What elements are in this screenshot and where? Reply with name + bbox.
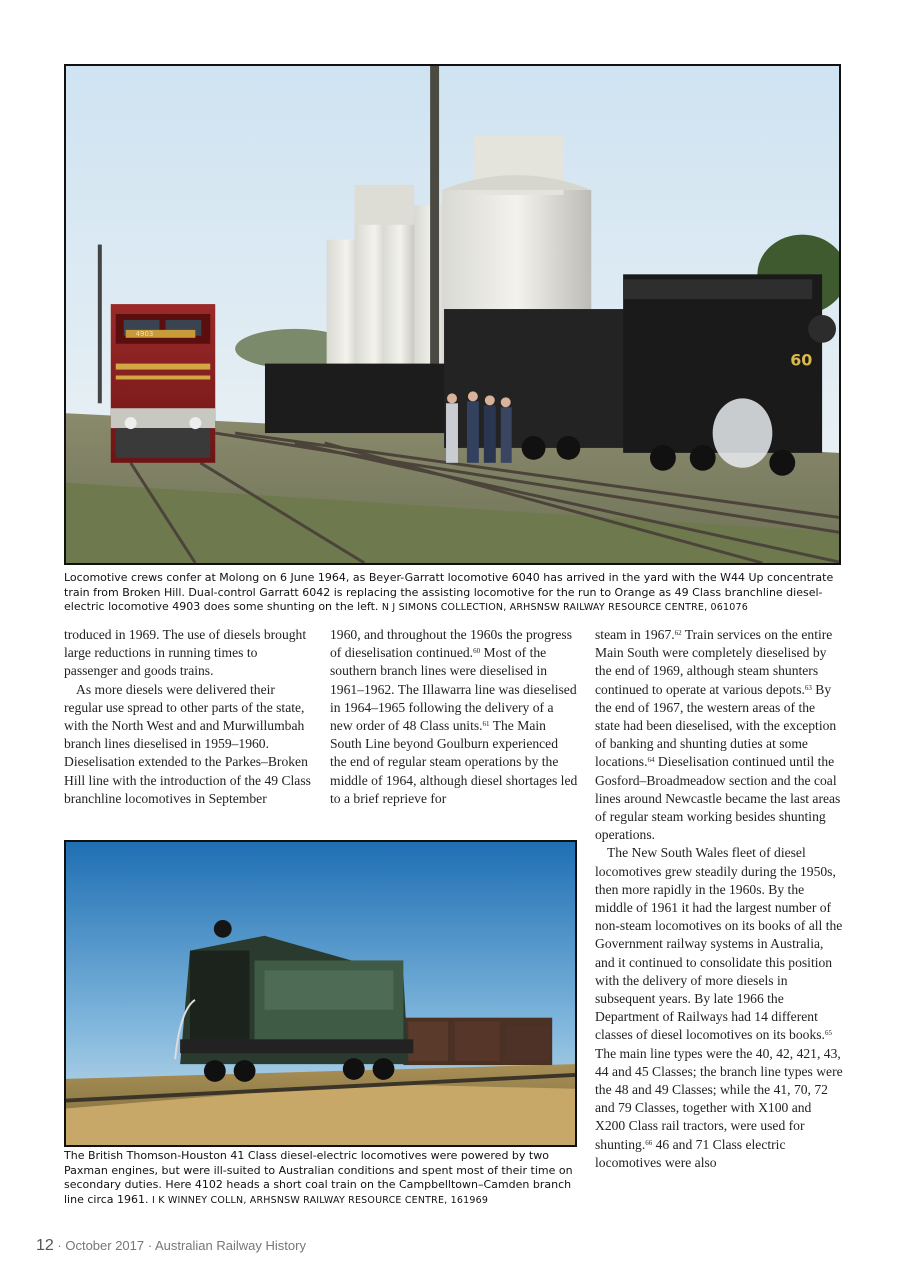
photo1-credit: N J SIMONS COLLECTION, ARHSNSW RAILWAY RESOURCE CENTRE, 061076 <box>381 602 748 614</box>
photo1-caption-text: Locomotive crews confer at Molong on 6 June 1964, as Beyer-Garratt locomotive 6040 has arrived in the yard with the W44 Up concentrate train from Broken Hill. Dual-control Garratt 6042 is replacing the assisting locomotive for the run to Orange as 49 Class branchline diesel-electric locomotive 4903 does some shunting on the left. <box>64 571 834 614</box>
diesel-number: 4903 <box>135 329 154 338</box>
col3-text-b: Train services on the entire Main South were completely dieselised by the end of 1969, although steam shunters continued to operate at various depots. <box>595 627 833 697</box>
photo2-caption <box>64 1149 576 1208</box>
page-number: 12 <box>36 1237 54 1254</box>
col3-text-e: The New South Wales fleet of diesel locomotives grew steadily during the 1950s, then more rapidly in the 1960s. By the middle of 1961 it had the largest number of non-steam locomotives on its books of all the Government railway systems in Australia, and it continued to consolidate this position with the delivery of more diesels in subsequent years. By late 1966 the Department of Railways had 14 different classes of diesel locomotives on its books. <box>595 845 843 1043</box>
text-column-1 <box>64 626 312 808</box>
col1-paragraph-1: troduced in 1969. The use of diesels brought large reductions in running times to passenger and goods trains. <box>64 627 307 679</box>
footnote-60: 60 <box>473 647 481 656</box>
photo-molong-yard <box>64 64 841 565</box>
col3-text-f: The main line types were the 40, 42, 421, 43, 44 and 45 Classes; the branch line types were the 48 and 49 Classes; while the 41, 70, 72 and 79 Classes, together with X100 and X200 Class rail tractors, were used for shunting. <box>595 1045 843 1152</box>
col3-text-c: By the end of 1967, the western areas of the state had been dieselised, with the exception of banking and shunting duties at some locations. <box>595 681 837 770</box>
garratt-number: 60 <box>790 350 813 370</box>
footnote-66: 66 <box>645 1138 653 1147</box>
coal-train-image <box>66 842 575 1145</box>
footnote-62: 62 <box>674 629 682 637</box>
col2-text-b: Most of the southern branch lines were dieselised in 1961–1962. The Illawarra line was dieselised in 1964–1965 following the delivery of a new order of 48 Class units. <box>330 645 577 734</box>
col2-text-a: 1960, and throughout the 1960s the progress of dieselisation continued. <box>330 627 573 661</box>
photo1-caption <box>64 571 842 616</box>
text-column-2 <box>330 626 578 808</box>
photo2-caption-text: The British Thomson-Houston 41 Class diesel-electric locomotives were powered by two Paxman engines, but were ill-suited to Australian conditions and spent most of their time on secondary duties. Here 4102 heads a short coal train on the Campbelltown–Camden branch line circa 1961. <box>64 1149 573 1206</box>
molong-yard-image <box>66 66 839 563</box>
photo2-credit: I K WINNEY COLLN, ARHSNSW RAILWAY RESOURCE CENTRE, 161969 <box>152 1194 489 1206</box>
text-column-3 <box>595 626 843 1172</box>
footnote-61: 61 <box>482 720 490 729</box>
footnote-64: 64 <box>647 756 655 765</box>
page-footer <box>36 1237 306 1255</box>
col3-paragraph-1 <box>595 626 843 844</box>
col3-text-d: Dieselisation continued until the Gosford–Broadmeadow section and the coal lines around Newcastle became the last areas of regular steam working besides shunting operations. <box>595 754 841 843</box>
footnote-65: 65 <box>824 1029 832 1038</box>
col3-paragraph-2 <box>595 844 843 1172</box>
col3-text-a: steam in 1967. <box>595 627 675 642</box>
col2-paragraph-1 <box>330 626 578 808</box>
footnote-63: 63 <box>804 683 812 692</box>
col2-text-c: The Main South Line beyond Goulburn experienced the end of regular steam operations by the middle of 1964, although diesel shortages led to a brief reprieve for <box>330 718 578 806</box>
footer-text: · October 2017 · Australian Railway History <box>53 1238 306 1253</box>
col3-text-g: 46 and 71 Class electric locomotives were also <box>595 1136 786 1170</box>
col1-paragraph-2: As more diesels were delivered their regular use spread to other parts of the state, with the North West and and Murwillumbah branch lines dieselised in 1959–1960. Dieselisation extended to the Parkes–Broken Hill line with the introduction of the 49 Class branchline locomotives in September <box>64 681 311 806</box>
photo-4102-coal-train <box>64 840 577 1147</box>
